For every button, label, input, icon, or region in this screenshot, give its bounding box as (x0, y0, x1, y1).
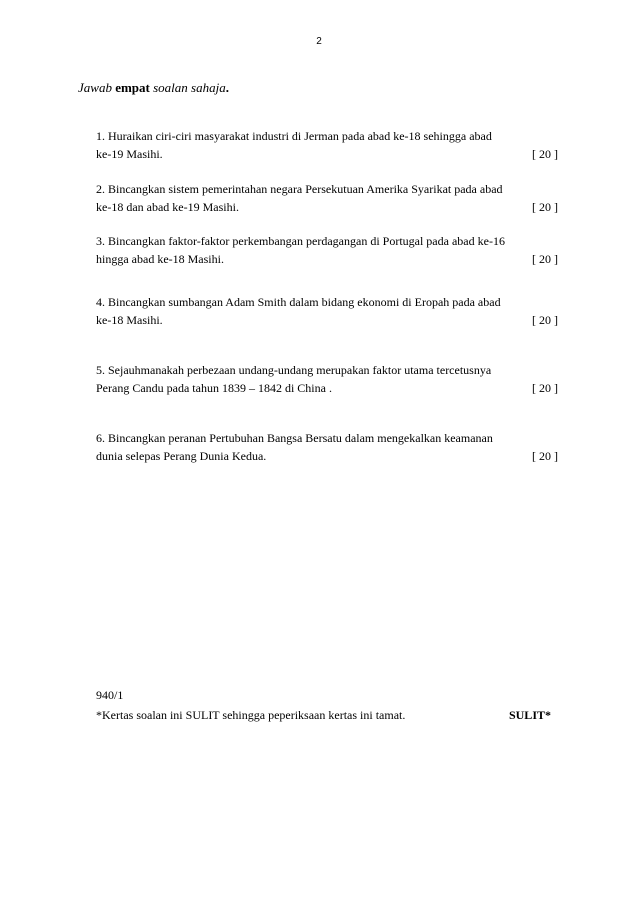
question-marks: [ 20 ] (532, 312, 558, 327)
question-text-line1: 2. Bincangkan sistem pemerintahan negara Persekutuan Amerika Syarikat pada abad (96, 182, 503, 196)
question-text-line2: ke-18 dan abad ke-19 Masihi. (96, 199, 239, 214)
question-5 (96, 362, 558, 397)
sulit-label: SULIT* (508, 708, 551, 722)
question-text-line1: 4. Bincangkan sumbangan Adam Smith dalam bidang ekonomi di Eropah pada abad (96, 295, 501, 309)
question-text-line2: dunia selepas Perang Dunia Kedua. (96, 448, 267, 463)
instruction (78, 80, 229, 96)
question-6 (96, 430, 558, 465)
instruction-period: . (225, 80, 229, 95)
confidential-note: *Kertas soalan ini SULIT sehingga peperiksaan kertas ini tamat. (96, 708, 406, 722)
paper-code: 940/1 (96, 688, 124, 702)
question-marks: [ 20 ] (532, 380, 558, 395)
question-marks: [ 20 ] (532, 199, 558, 214)
footer (96, 688, 558, 723)
question-text-line1: 3. Bincangkan faktor-faktor perkembangan perdagangan di Portugal pada abad ke-16 (96, 234, 505, 248)
question-1 (96, 128, 558, 163)
question-2 (96, 181, 558, 216)
question-text-line1: 1. Huraikan ciri-ciri masyarakat industri di Jerman pada abad ke-18 sehingga abad (96, 129, 492, 143)
instruction-count: empat (115, 80, 150, 95)
question-text-line2: ke-19 Masihi. (96, 146, 163, 161)
question-text-line1: 5. Sejauhmanakah perbezaan undang-undang merupakan faktor utama tercetusnya (96, 363, 492, 377)
question-4 (96, 294, 558, 329)
instruction-text-end: soalan sahaja (149, 80, 226, 95)
question-3 (96, 233, 558, 268)
question-marks: [ 20 ] (532, 448, 558, 463)
question-text-line2: ke-18 Masihi. (96, 312, 163, 327)
question-marks: [ 20 ] (532, 146, 558, 161)
instruction-text: Jawab (78, 80, 116, 95)
question-text-line1: 6. Bincangkan peranan Pertubuhan Bangsa Bersatu dalam mengekalkan keamanan (96, 431, 493, 445)
question-text-line2: Perang Candu pada tahun 1839 – 1842 di China . (96, 380, 332, 395)
page-number: 2 (316, 36, 322, 47)
question-text-line2: hingga abad ke-18 Masihi. (96, 251, 224, 266)
question-marks: [ 20 ] (532, 251, 558, 266)
